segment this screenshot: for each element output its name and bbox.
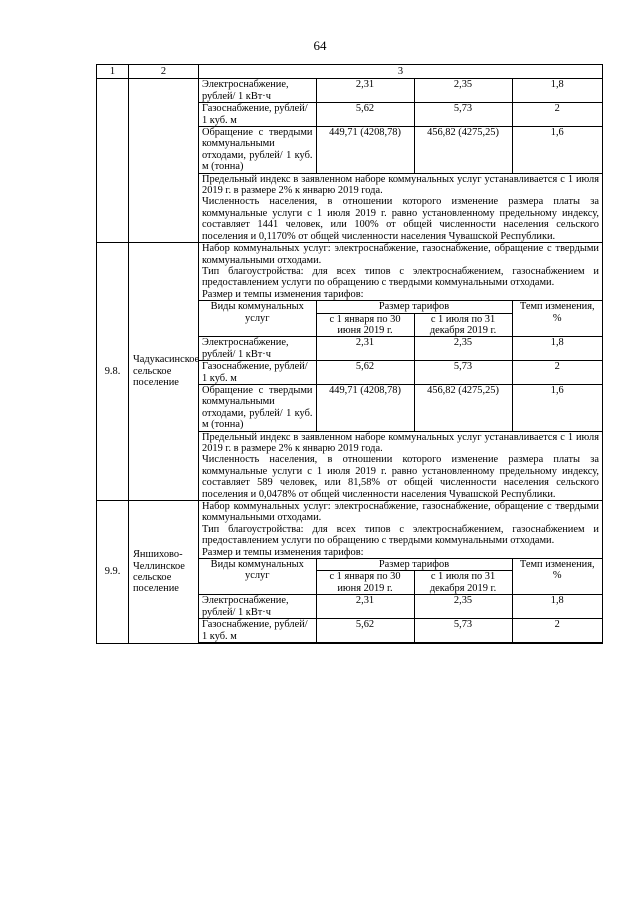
- population-text: Численность населения, в отношении которого изменение размера платы за коммунальные услуги с 1 июля 2019 г. равно установленному предельному индексу, составляет 589 человек, или 81,58% от общей численности населения сельского поселения и 0,0478% от общей численности населения Чувашской Республики.: [202, 454, 599, 500]
- rate-value: 2: [512, 619, 602, 643]
- rate-value: 2: [512, 361, 602, 385]
- settlement-name: Чадукасинское сельское поселение: [133, 354, 200, 389]
- col-rate-header: Темп изменения, %: [512, 301, 602, 337]
- tariff-value-h2: 5,73: [414, 361, 512, 385]
- rate-value: 1,8: [512, 79, 602, 102]
- tariff-value-h2: 2,35: [414, 595, 512, 619]
- tariff-value-h1: 2,31: [316, 337, 414, 361]
- service-label: Электроснабжение, рублей/ 1 кВт·ч: [199, 337, 316, 361]
- entry-number: 9.8.: [97, 243, 129, 501]
- col-rate-header: Темп изменения, %: [512, 559, 602, 595]
- settlement-name: Яншихово-Челлинское сельское поселение: [133, 549, 185, 595]
- amenities-text: Тип благоустройства: для всех типов с электроснабжением, газоснабжением и предоставлением услуги по обращению с твердыми коммунальными отходами.: [202, 523, 599, 547]
- service-label: Обращение с твердыми коммунальными отходами, рублей/ 1 куб. м (тонна): [199, 384, 316, 431]
- tariff-subtable: [199, 79, 602, 173]
- continuation-row: [97, 79, 603, 243]
- name-cell: [129, 79, 199, 243]
- tariff-row: [199, 103, 602, 127]
- amenities-text: Тип благоустройства: для всех типов с электроснабжением, газоснабжением и предоставлением услуги по обращению с твердыми коммунальными отходами.: [202, 265, 599, 289]
- tariff-title: Размер и темпы изменения тарифов:: [202, 546, 364, 558]
- tariff-table: [96, 64, 603, 644]
- col-size-header: Размер тарифов: [316, 559, 512, 571]
- service-label: Электроснабжение, рублей/ 1 кВт·ч: [199, 595, 316, 619]
- service-label: Электроснабжение, рублей/ 1 кВт·ч: [199, 79, 316, 102]
- service-label: Газоснабжение, рублей/ 1 куб. м: [199, 103, 316, 127]
- tariff-value-h1: 2,31: [316, 79, 414, 102]
- service-label: Обращение с твердыми коммунальными отходами, рублей/ 1 куб. м (тонна): [199, 127, 316, 174]
- tariff-row: [199, 79, 602, 102]
- tariff-row: [199, 361, 602, 385]
- col-period-2-header: с 1 июля по 31 декабря 2019 г.: [414, 571, 512, 595]
- rate-value: 1,6: [512, 127, 602, 174]
- index-text: Предельный индекс в заявленном наборе коммунальных услуг устанавливается с 1 июля 2019 г. в размере 2% к январю 2019 года.: [202, 431, 599, 454]
- subtable-header-row: [199, 301, 602, 313]
- tariff-value-h1: 449,71 (4208,78): [316, 384, 414, 431]
- content-cell: [199, 501, 603, 644]
- header-col-3: 3: [199, 65, 603, 79]
- tariff-value-h1: 2,31: [316, 595, 414, 619]
- tariff-value-h2: 5,73: [414, 619, 512, 643]
- tariff-value-h1: 449,71 (4208,78): [316, 127, 414, 174]
- content-cell: [199, 79, 603, 243]
- tariff-row: [199, 384, 602, 431]
- col-kinds-header: Виды коммунальных услуг: [199, 559, 316, 595]
- tariff-row: [199, 595, 602, 619]
- tariff-value-h2: 456,82 (4275,25): [414, 127, 512, 174]
- settlement-name-cell: [129, 501, 199, 644]
- tariff-value-h2: 5,73: [414, 103, 512, 127]
- tariff-value-h2: 2,35: [414, 79, 512, 102]
- tariff-value-h1: 5,62: [316, 619, 414, 643]
- entry-row: [97, 501, 603, 644]
- col-period-1-header: с 1 января по 30 июня 2019 г.: [316, 571, 414, 595]
- header-col-1: 1: [97, 65, 129, 79]
- content-cell: [199, 243, 603, 501]
- tariff-value-h2: 2,35: [414, 337, 512, 361]
- entry-row: [97, 243, 603, 501]
- rate-value: 1,8: [512, 595, 602, 619]
- header-row: [97, 65, 603, 79]
- tariff-title: Размер и темпы изменения тарифов:: [202, 288, 364, 300]
- subtable-header-row: [199, 559, 602, 571]
- tariff-row: [199, 337, 602, 361]
- tariff-subtable: [199, 300, 602, 431]
- service-label: Газоснабжение, рублей/ 1 куб. м: [199, 619, 316, 643]
- service-label: Газоснабжение, рублей/ 1 куб. м: [199, 361, 316, 385]
- tariff-subtable: [199, 558, 602, 643]
- settlement-name-cell: [129, 243, 199, 501]
- services-text: Набор коммунальных услуг: электроснабжение, газоснабжение, обращение с твердыми коммунальными отходами.: [202, 243, 599, 266]
- tariff-value-h1: 5,62: [316, 361, 414, 385]
- num-cell: [97, 79, 129, 243]
- rate-value: 2: [512, 103, 602, 127]
- index-text: Предельный индекс в заявленном наборе коммунальных услуг устанавливается с 1 июля 2019 г. в размере 2% к январю 2019 года.: [202, 173, 599, 197]
- tariff-row: [199, 127, 602, 174]
- col-size-header: Размер тарифов: [316, 301, 512, 313]
- rate-value: 1,8: [512, 337, 602, 361]
- header-col-2: 2: [129, 65, 199, 79]
- col-period-2-header: с 1 июля по 31 декабря 2019 г.: [414, 313, 512, 337]
- col-period-1-header: с 1 января по 30 июня 2019 г.: [316, 313, 414, 337]
- tariff-value-h1: 5,62: [316, 103, 414, 127]
- col-kinds-header: Виды коммунальных услуг: [199, 301, 316, 337]
- tariff-row: [199, 619, 602, 643]
- entry-number: 9.9.: [97, 501, 129, 644]
- services-text: Набор коммунальных услуг: электроснабжение, газоснабжение, обращение с твердыми коммунальными отходами.: [202, 501, 599, 524]
- tariff-value-h2: 456,82 (4275,25): [414, 384, 512, 431]
- population-text: Численность населения, в отношении которого изменение размера платы за коммунальные услуги с 1 июля 2019 г. равно установленному предельному индексу, составляет 1441 человек, или 100% от общей численности населения сельского поселения и 0,1170% от общей численности населения Чувашской Республики.: [202, 196, 599, 242]
- page-number: 64: [313, 38, 327, 53]
- rate-value: 1,6: [512, 384, 602, 431]
